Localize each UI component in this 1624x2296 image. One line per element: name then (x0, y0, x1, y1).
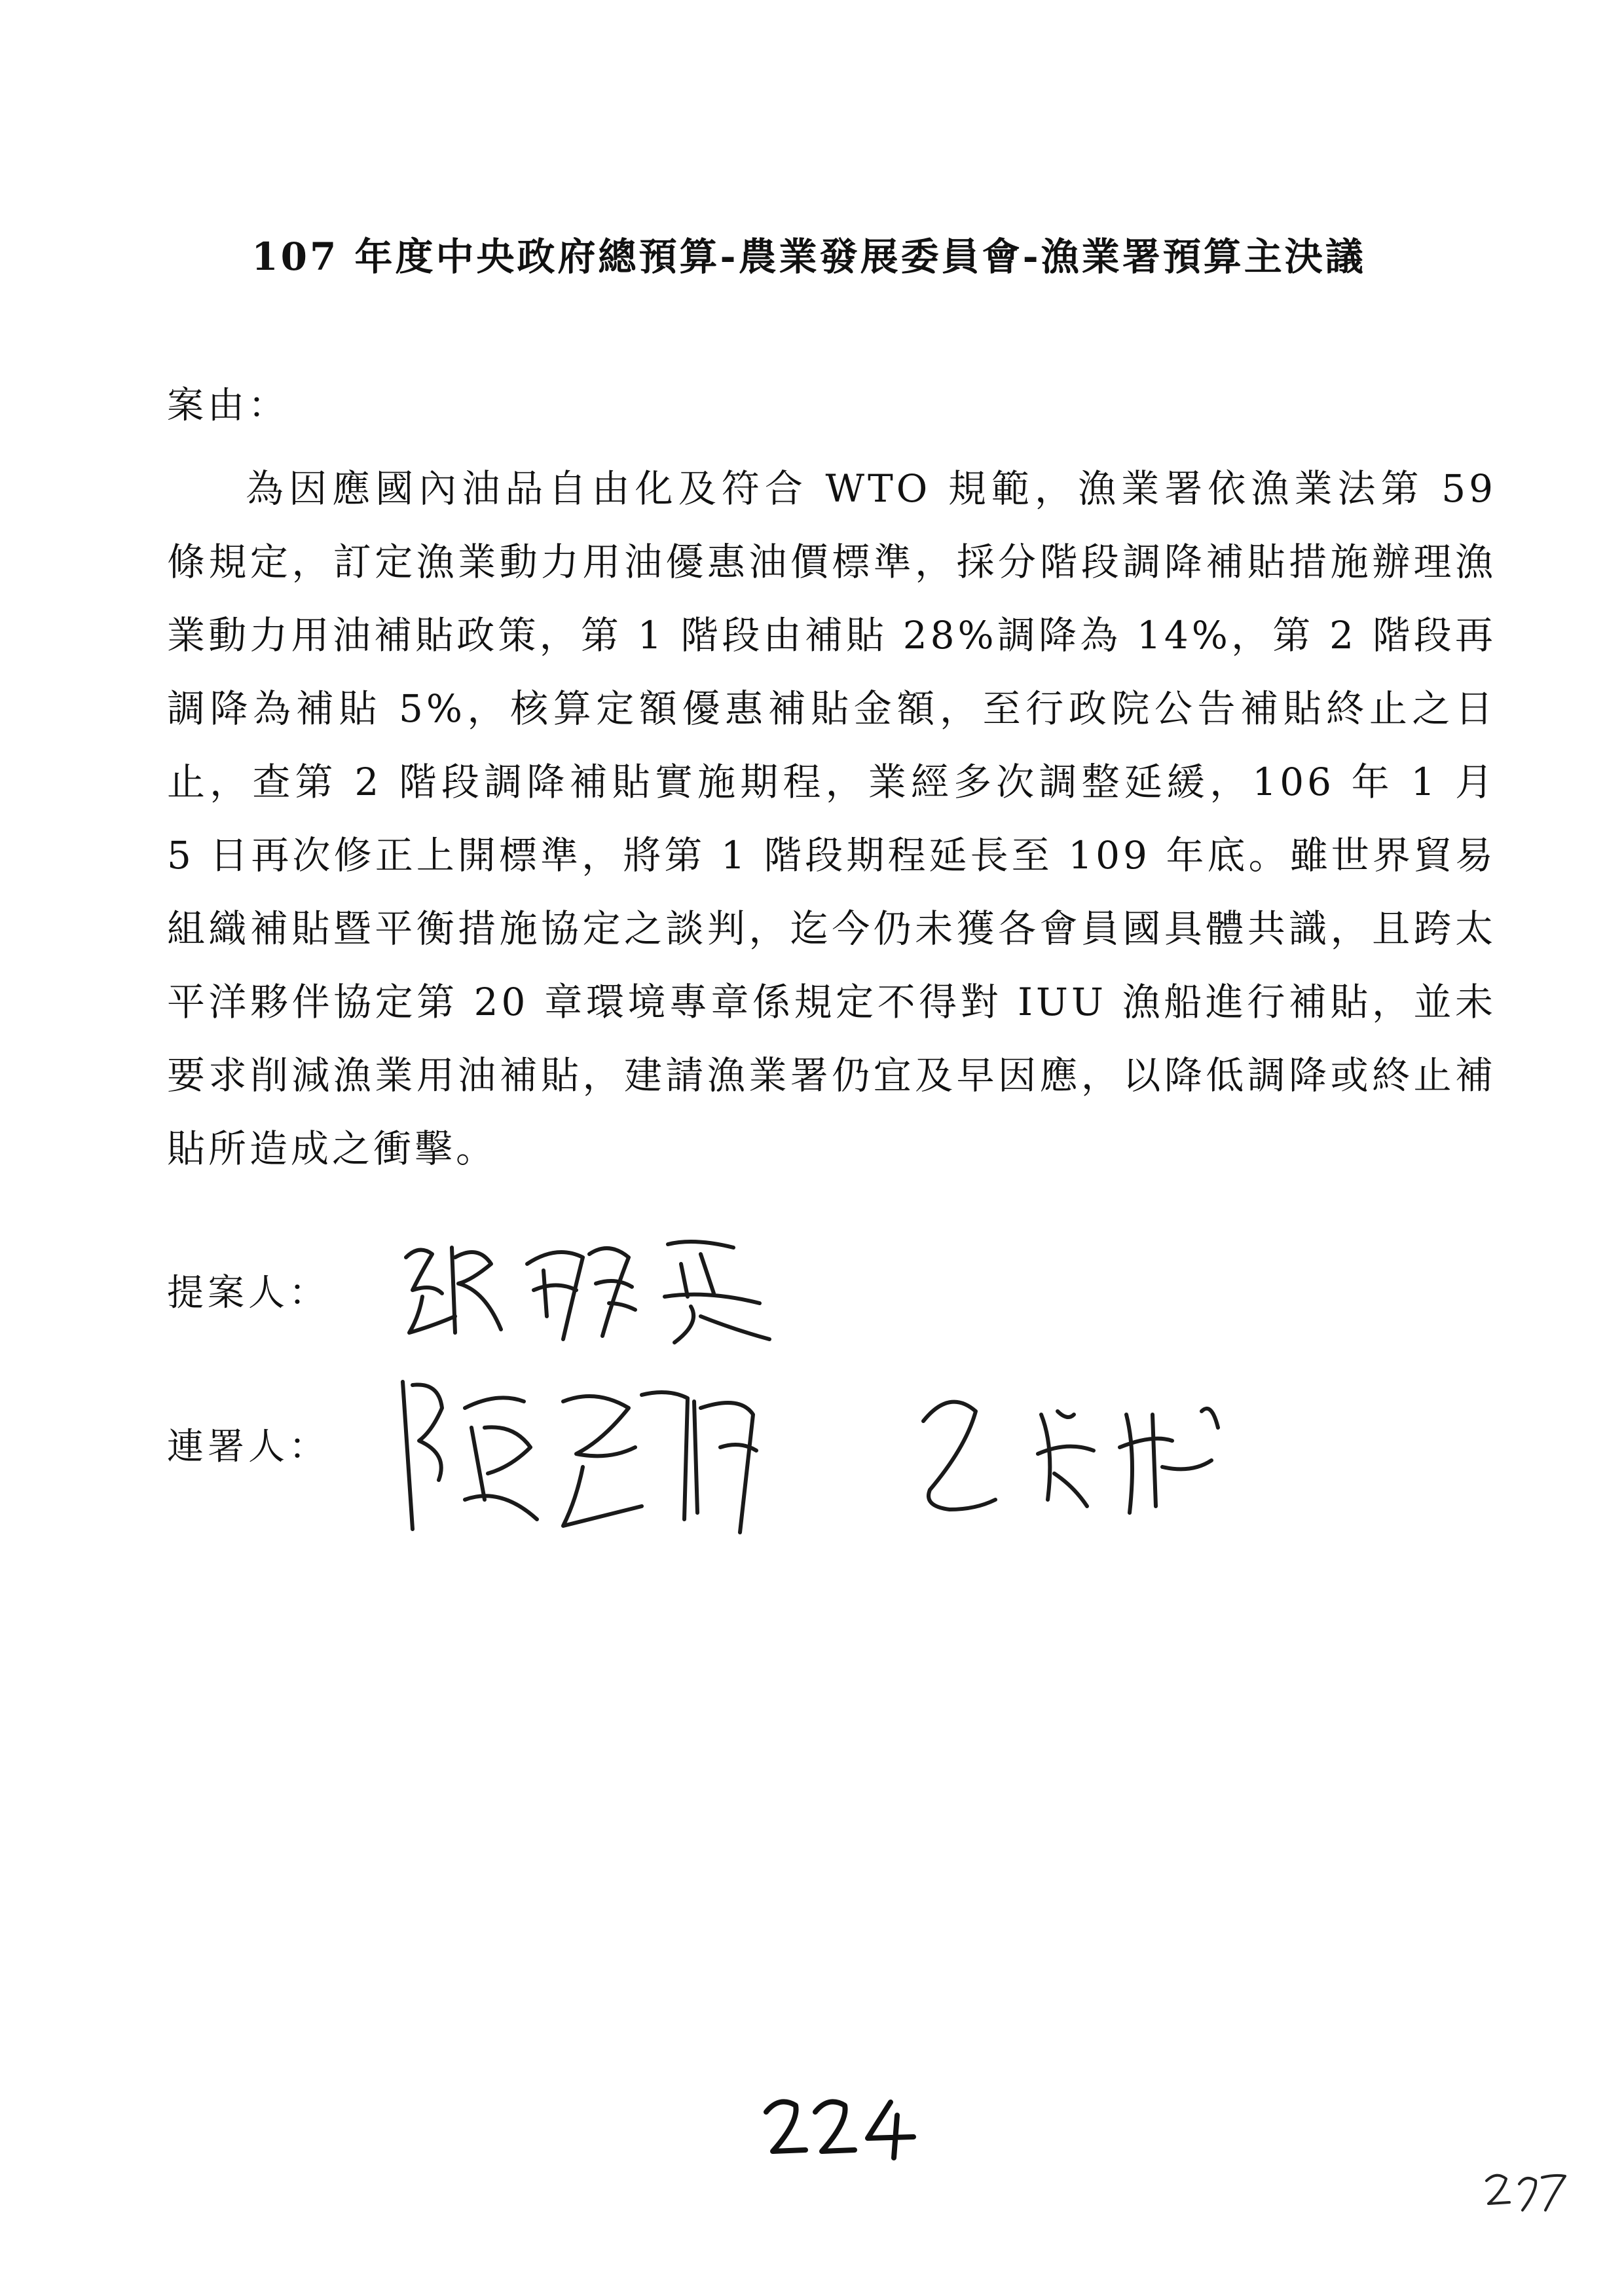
center-page-number (760, 2092, 930, 2167)
corner-page-number (1483, 2164, 1568, 2219)
case-label: 案由： (167, 384, 289, 427)
corner-page-number-glyphs (1483, 2164, 1568, 2217)
cosigner-signature-1 (386, 1369, 819, 1539)
document-title: 107 年度中央政府總預算-農業發展委員會-漁業署預算主決議 (251, 234, 1366, 279)
proposer-signature (393, 1218, 799, 1349)
center-page-number-glyphs (760, 2092, 930, 2164)
case-body-text: 為因應國內油品自由化及符合 WTO 規範，漁業署依漁業法第 59 條規定，訂定漁業動力用油優惠油價標準，採分階段調降補貼措施辦理漁業動力用油補貼政策，第 1 階段由補貼 28%調降為 14%，第 2 階段再調降為補貼 5%，核算定額優惠補貼金額，至行政院公告補貼終止之日止，查第 2 階段調降補貼實施期程，業經多次調整延緩，106 年 1 月 5 日再次修正上開標準，將第 1 階段期程延長至 109 年底。雖世界貿易組織補貼暨平衡措施協定之談判，迄今仍未獲各會員國具體共識，且跨太平洋夥伴協定第 20 章環境專章係規定不得對 IUU 漁船進行補貼，並未要求削減漁業用油補貼，建請漁業署仍宜及早因應，以降低調降或終止補貼所造成之衝擊。 (167, 466, 1496, 1171)
cosigner-signature-2 (904, 1375, 1270, 1532)
cosigner-label: 連署人： (167, 1426, 329, 1468)
proposer-label: 提案人： (167, 1272, 329, 1314)
